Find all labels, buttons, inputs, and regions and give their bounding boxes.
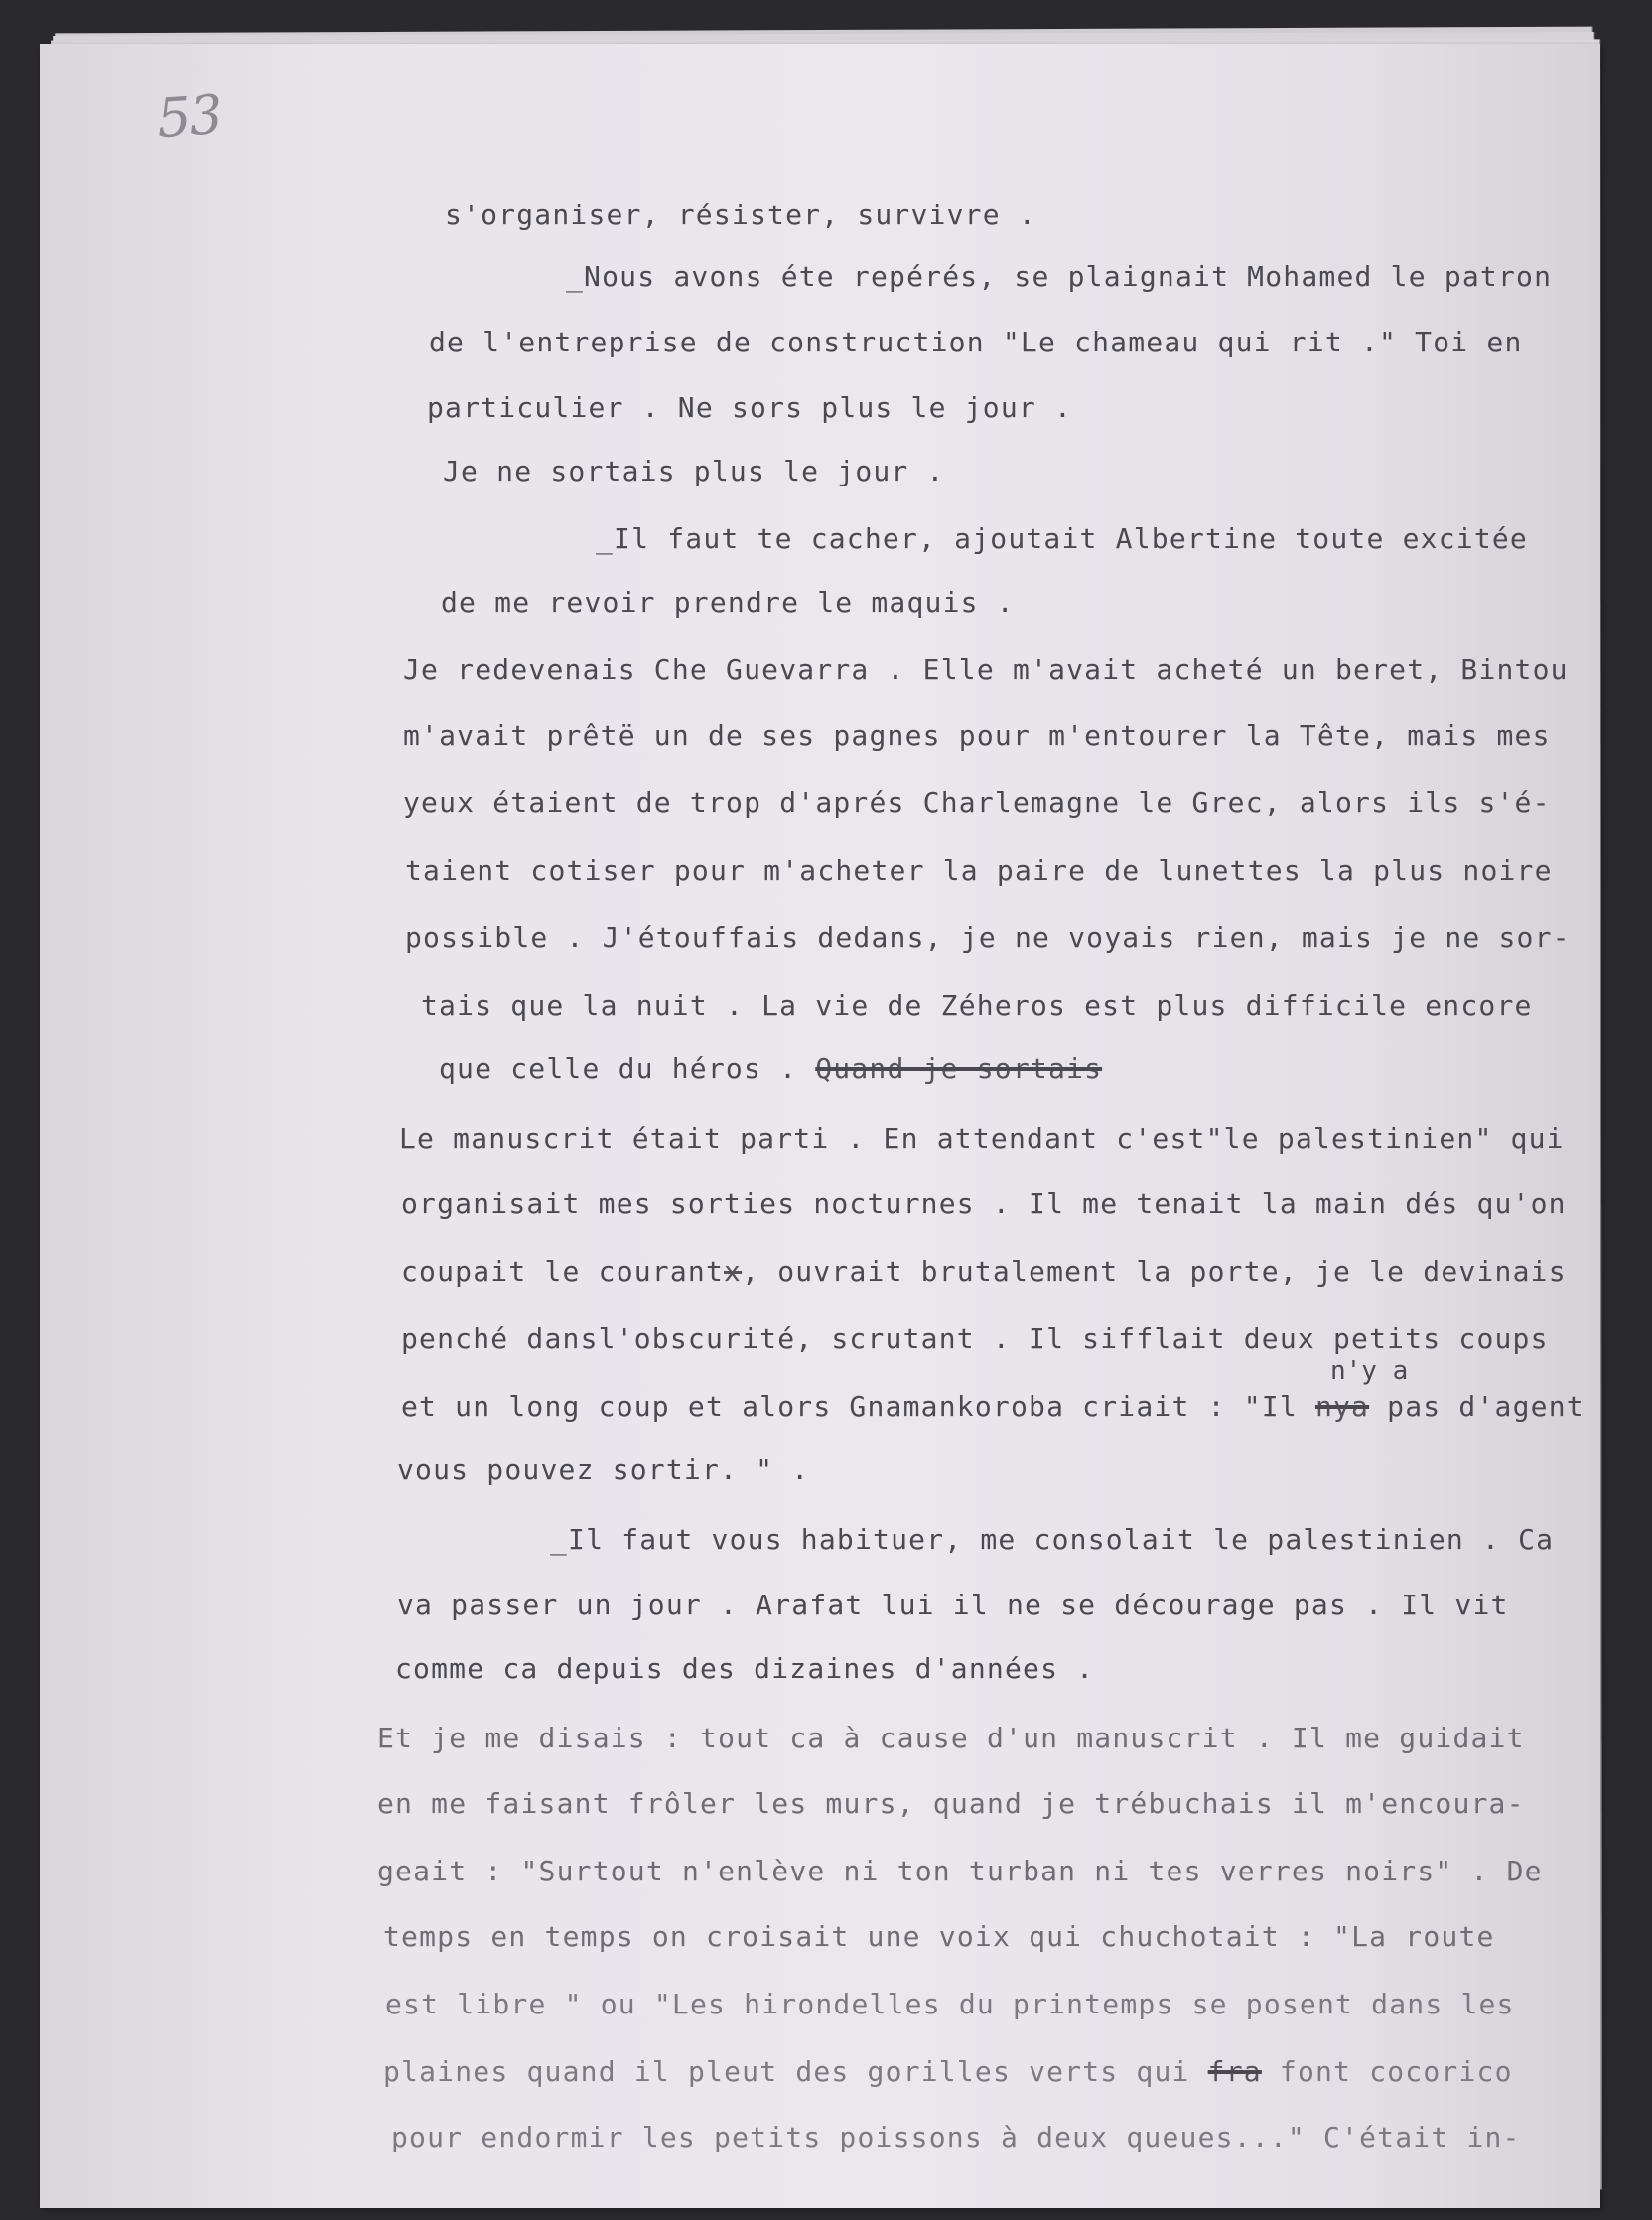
struck-through-text: fra	[1207, 2055, 1262, 2088]
text-line: geait : "Surtout n'enlève ni ton turban ni tes verres noirs" . De	[377, 1855, 1543, 1887]
text-line: _Il faut te cacher, ajoutait Albertine toute excitée	[596, 522, 1528, 555]
handwritten-page-number: 53	[154, 82, 223, 151]
text-line: m'avait prêtë un de ses pagnes pour m'entourer la Tête, mais mes	[403, 719, 1551, 752]
text-line: temps en temps on croisait une voix qui chuchotait : "La route	[383, 1920, 1495, 1953]
text-line	[383, 2055, 1513, 2089]
text-line: Et je me disais : tout ca à cause d'un manuscrit . Il me guidait	[377, 1722, 1525, 1754]
typewritten-page	[40, 44, 1600, 2208]
text-line	[401, 1390, 1584, 1424]
text-segment: coupait le courant	[401, 1255, 725, 1288]
text-line: particulier . Ne sors plus le jour .	[427, 391, 1073, 424]
text-line: pour endormir les petits poissons à deux queues..." C'était in-	[391, 2121, 1521, 2153]
text-segment: et un long coup et alors Gnamankoroba criait : "Il	[401, 1390, 1315, 1423]
text-line: tais que la nuit . La vie de Zéheros est plus difficile encore	[421, 989, 1533, 1022]
text-line: _Nous avons éte repérés, se plaignait Mohamed le patron	[566, 260, 1553, 293]
text-segment: pas d'agent	[1369, 1390, 1584, 1423]
text-line	[439, 1052, 1102, 1086]
text-line: possible . J'étouffais dedans, je ne voyais rien, mais je ne sor-	[405, 921, 1571, 954]
text-line: penché dansl'obscurité, scrutant . Il sifflait deux petits coups	[401, 1322, 1549, 1355]
text-line: s'organiser, résister, survivre .	[445, 199, 1036, 231]
text-segment: font cocorico	[1261, 2055, 1513, 2088]
text-segment: que celle du héros .	[439, 1052, 816, 1085]
text-line: taient cotiser pour m'acheter la paire de lunettes la plus noire	[405, 854, 1553, 887]
typed-insertion: n'y a	[1330, 1356, 1409, 1386]
text-line: va passer un jour . Arafat lui il ne se décourage pas . Il vit	[397, 1589, 1509, 1621]
text-line	[401, 1255, 1567, 1289]
text-line: en me faisant frôler les murs, quand je trébuchais il m'encoura-	[377, 1787, 1525, 1820]
text-line: organisait mes sorties nocturnes . Il me tenait la main dés qu'on	[401, 1187, 1567, 1220]
text-line: vous pouvez sortir. " .	[397, 1454, 810, 1486]
struck-through-text: nya	[1314, 1390, 1370, 1423]
text-line: Je redevenais Che Guevarra . Elle m'avait acheté un beret, Bintou	[403, 653, 1569, 686]
text-line: est libre " ou "Les hirondelles du printemps se posent dans les	[385, 1988, 1515, 2020]
text-line: Je ne sortais plus le jour .	[443, 455, 945, 487]
text-line: de l'entreprise de construction "Le chameau qui rit ." Toi en	[429, 326, 1523, 358]
text-segment: , ouvrait brutalement la porte, je le devinais	[742, 1255, 1567, 1288]
struck-through-text: Quand je sortais	[815, 1052, 1103, 1085]
text-line: yeux étaient de trop d'aprés Charlemagne le Grec, alors ils s'é-	[403, 786, 1551, 819]
text-line: comme ca depuis des dizaines d'années .	[395, 1652, 1095, 1685]
text-segment: plaines quand il pleut des gorilles verts qui	[383, 2055, 1208, 2088]
text-line: Le manuscrit était parti . En attendant c'est"le palestinien" qui	[399, 1122, 1565, 1155]
text-line: de me revoir prendre le maquis .	[441, 586, 1015, 619]
text-line: _Il faut vous habituer, me consolait le palestinien . Ca	[550, 1523, 1555, 1556]
struck-through-text: x	[724, 1255, 743, 1288]
